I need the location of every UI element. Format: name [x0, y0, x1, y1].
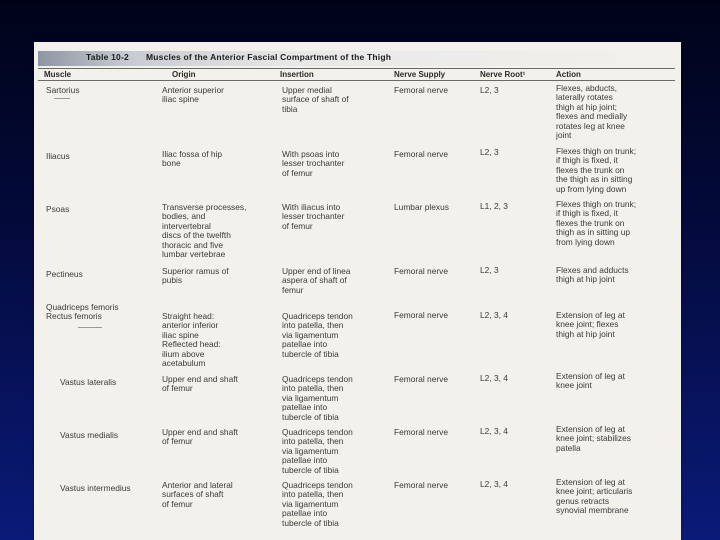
row-sartorius-origin: Anterior superior iliac spine: [162, 85, 224, 105]
header-nerve-supply: Nerve Supply: [394, 70, 446, 79]
row-pectineus-insertion: Upper end of linea aspera of shaft of femur: [282, 266, 351, 295]
row-vastus-lateralis-origin: Upper end and shaft of femur: [162, 374, 238, 394]
row-vastus-lateralis-muscle: Vastus lateralis: [60, 377, 117, 387]
header-bottom-rule: [38, 80, 675, 81]
row-vastus-intermedius-origin: Anterior and lateral surfaces of shaft of femur: [162, 480, 233, 509]
row-vastus-medialis-action: Extension of leg at knee joint; stabilizes patella: [556, 424, 631, 453]
row-sartorius-muscle: Sartorius: [46, 85, 80, 95]
scanned-table-page: [34, 42, 681, 540]
header-nerve-root: Nerve Root¹: [480, 70, 526, 79]
row-sartorius-action: Flexes, abducts, laterally rotates thigh at hip joint; flexes and medially rotates leg at knee joint: [556, 83, 628, 141]
header-origin: Origin: [172, 70, 196, 79]
row-iliacus-nerve-root: L2, 3: [480, 147, 499, 157]
header-insertion: Insertion: [280, 70, 314, 79]
header-muscle: Muscle: [44, 70, 72, 79]
row-iliacus-muscle: Iliacus: [46, 151, 70, 161]
row-sartorius-nerve-root: L2, 3: [480, 85, 499, 95]
row-pectineus-origin: Superior ramus of pubis: [162, 266, 229, 286]
row-psoas-origin: Transverse processes, bodies, and intervertebral discs of the twelfth thoracic and five lumbar vertebrae: [162, 202, 247, 260]
row-psoas-nerve-root: L1, 2, 3: [480, 201, 508, 211]
table-title: Muscles of the Anterior Fascial Compartment of the Thigh: [146, 52, 392, 62]
row-vastus-medialis-nerve-supply: Femoral nerve: [394, 427, 448, 437]
row-vastus-medialis-insertion: Quadriceps tendon into patella, then via ligamentum patellae into tubercle of tibia: [282, 427, 353, 475]
table-number: Table 10-2: [86, 52, 129, 62]
header-action: Action: [556, 70, 581, 79]
row-sartorius-nerve-supply: Femoral nerve: [394, 85, 448, 95]
row-vastus-lateralis-nerve-root: L2, 3, 4: [480, 373, 508, 383]
row-psoas-nerve-supply: Lumbar plexus: [394, 202, 449, 212]
row-vastus-intermedius-insertion: Quadriceps tendon into patella, then via ligamentum patellae into tubercle of tibia: [282, 480, 353, 528]
header-top-rule: [38, 68, 675, 69]
row-pectineus-nerve-root: L2, 3: [480, 265, 499, 275]
row-pectineus-action: Flexes and adducts thigh at hip joint: [556, 265, 629, 285]
row-vastus-lateralis-nerve-supply: Femoral nerve: [394, 374, 448, 384]
row-vastus-lateralis-insertion: Quadriceps tendon into patella, then via ligamentum patellae into tubercle of tibia: [282, 374, 353, 422]
row-vastus-medialis-nerve-root: L2, 3, 4: [480, 426, 508, 436]
row-pectineus-muscle: Pectineus: [46, 269, 83, 279]
row-iliacus-nerve-supply: Femoral nerve: [394, 149, 448, 159]
row-sartorius-insertion: Upper medial surface of shaft of tibia: [282, 85, 349, 114]
row-psoas-muscle: Psoas: [46, 204, 70, 214]
table-title-bar: [38, 51, 675, 66]
row-rectus-femoris-nerve-supply: Femoral nerve: [394, 310, 448, 320]
row-vastus-medialis-muscle: Vastus medialis: [60, 430, 119, 440]
row-vastus-intermedius-nerve-supply: Femoral nerve: [394, 480, 448, 490]
row-psoas-action: Flexes thigh on trunk; if thigh is fixed, it flexes the trunk on thigh as in sitting up from lying down: [556, 199, 637, 247]
row-rectus-femoris-origin: Straight head: anterior inferior iliac spine Reflected head: ilium above acetabulum: [162, 311, 221, 369]
row-vastus-intermedius-action: Extension of leg at knee joint; articularis genus retracts synovial membrane: [556, 477, 633, 516]
row-iliacus-action: Flexes thigh on trunk; if thigh is fixed, it flexes the trunk on the thigh as in sitting up from lying down: [556, 146, 637, 194]
row-vastus-intermedius-nerve-root: L2, 3, 4: [480, 479, 508, 489]
row-vastus-medialis-origin: Upper end and shaft of femur: [162, 427, 238, 447]
row-rectus-femoris-nerve-root: L2, 3, 4: [480, 310, 508, 320]
row-pectineus-nerve-supply: Femoral nerve: [394, 266, 448, 276]
row-vastus-intermedius-muscle: Vastus intermedius: [60, 483, 131, 493]
row-psoas-insertion: With iliacus into lesser trochanter of femur: [282, 202, 345, 231]
row-rectus-femoris-muscle: Quadriceps femoris Rectus femoris: [46, 302, 119, 322]
row-iliacus-insertion: With psoas into lesser trochanter of femur: [282, 149, 345, 178]
row-iliacus-origin: Iliac fossa of hip bone: [162, 149, 223, 169]
row-sartorius-underline: [54, 98, 70, 99]
row-rectus-femoris-insertion: Quadriceps tendon into patella, then via ligamentum patellae into tubercle of tibia: [282, 311, 353, 359]
row-vastus-lateralis-action: Extension of leg at knee joint: [556, 371, 625, 391]
row-rectus-femoris-action: Extension of leg at knee joint; flexes thigh at hip joint: [556, 310, 625, 339]
row-rectus-femoris-underline: [78, 327, 102, 328]
